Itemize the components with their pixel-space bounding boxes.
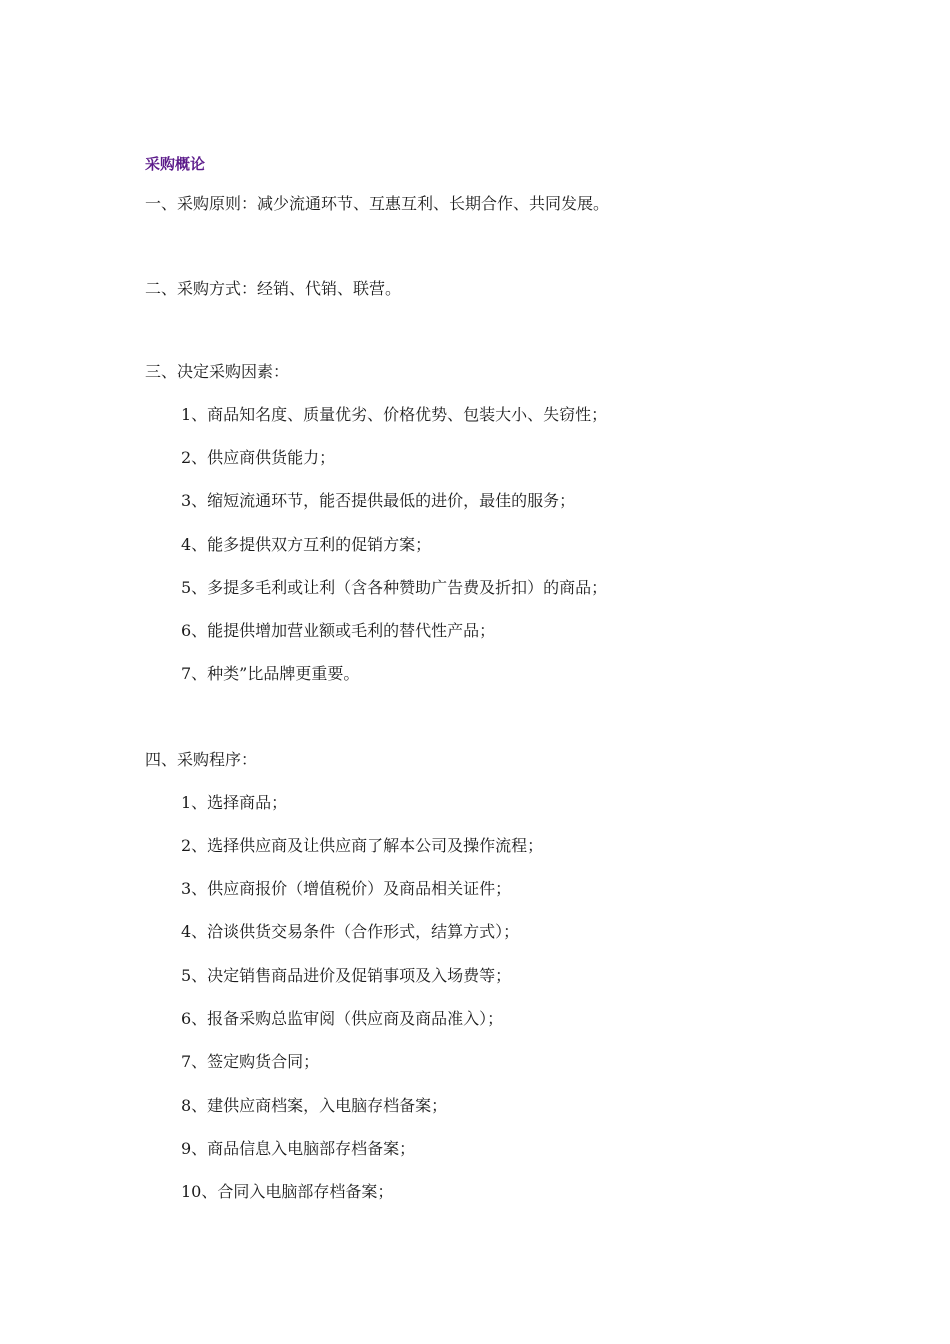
section-heading-principles: 一、采购原则：减少流通环节、互惠互利、长期合作、共同发展。: [145, 194, 610, 213]
section-heading-methods: 二、采购方式：经销、代销、联营。: [145, 279, 402, 298]
list-item: 2、选择供应商及让供应商了解本公司及操作流程；: [181, 836, 544, 855]
list-item: 7、签定购货合同；: [181, 1052, 320, 1071]
list-item: 5、决定销售商品进价及促销事项及入场费等；: [181, 966, 512, 985]
list-item: 3、供应商报价（增值税价）及商品相关证件；: [181, 879, 512, 898]
list-item: 6、能提供增加营业额或毛利的替代性产品；: [181, 621, 496, 640]
list-item: 8、建供应商档案，入电脑存档备案；: [181, 1096, 448, 1115]
list-item: 7、种类”比品牌更重要。: [181, 664, 360, 683]
list-item: 4、能多提供双方互利的促销方案；: [181, 535, 432, 554]
document-title: 采购概论: [145, 155, 206, 173]
section-heading-factors: 三、决定采购因素：: [145, 362, 290, 381]
list-item: 3、缩短流通环节，能否提供最低的进价，最佳的服务；: [181, 491, 576, 510]
list-item: 10、合同入电脑部存档备案；: [181, 1182, 394, 1201]
list-item: 4、洽谈供货交易条件（合作形式，结算方式）；: [181, 922, 520, 941]
list-item: 6、报备采购总监审阅（供应商及商品准入）；: [181, 1009, 504, 1028]
list-item: 9、商品信息入电脑部存档备案；: [181, 1139, 416, 1158]
section-heading-procedure: 四、采购程序：: [145, 750, 258, 769]
list-item: 5、多提多毛利或让利（含各种赞助广告费及折扣）的商品；: [181, 578, 608, 597]
list-item: 2、供应商供货能力；: [181, 448, 336, 467]
list-item: 1、选择商品；: [181, 793, 288, 812]
list-item: 1、商品知名度、质量优劣、价格优势、包装大小、失窃性；: [181, 405, 608, 424]
